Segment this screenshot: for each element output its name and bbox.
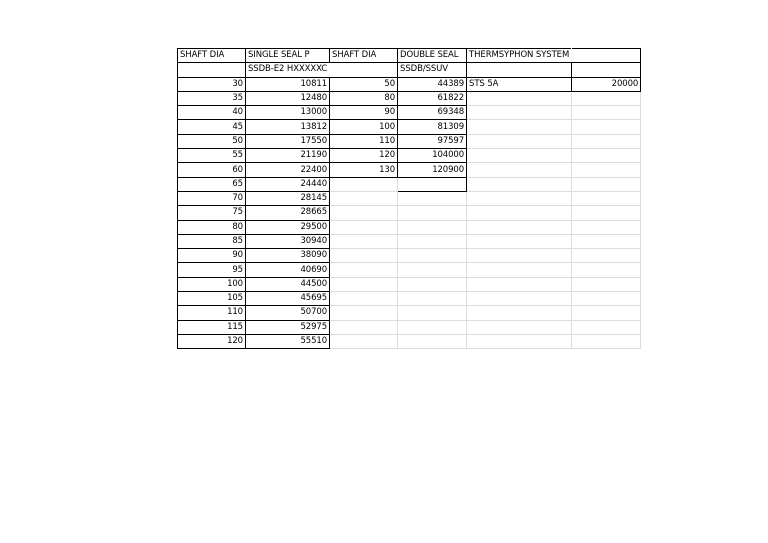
header-single-seal[interactable]: SINGLE SEAL P	[246, 49, 330, 63]
empty-cell[interactable]	[572, 277, 641, 291]
table-row	[178, 306, 641, 320]
single-shaft-dia-cell[interactable]: 120	[178, 334, 246, 348]
empty-cell[interactable]	[467, 149, 572, 163]
empty-cell[interactable]	[572, 234, 641, 248]
single-shaft-dia-cell[interactable]: 105	[178, 292, 246, 306]
single-shaft-dia-cell[interactable]: 115	[178, 320, 246, 334]
subheader-double-model[interactable]: SSDB/SSUV	[398, 63, 467, 77]
header-row	[178, 49, 641, 63]
empty-cell[interactable]	[467, 263, 572, 277]
empty-cell[interactable]	[572, 206, 641, 220]
table-row	[178, 149, 641, 163]
single-seal-price-cell[interactable]: 40690	[246, 263, 330, 277]
empty-cell[interactable]	[330, 334, 398, 348]
table-row	[178, 277, 641, 291]
single-seal-price-cell[interactable]: 52975	[246, 320, 330, 334]
empty-cell[interactable]	[467, 91, 572, 105]
empty-cell[interactable]	[467, 249, 572, 263]
subheader-empty-3[interactable]	[467, 63, 572, 77]
double-seal-price-cell[interactable]: 69348	[398, 106, 467, 120]
empty-cell[interactable]	[572, 134, 641, 148]
double-shaft-dia-cell[interactable]: 120	[330, 149, 398, 163]
empty-cell[interactable]	[572, 91, 641, 105]
single-shaft-dia-cell[interactable]: 85	[178, 234, 246, 248]
empty-cell[interactable]	[398, 191, 467, 205]
empty-cell[interactable]	[467, 120, 572, 134]
single-shaft-dia-cell[interactable]: 50	[178, 134, 246, 148]
single-seal-price-cell[interactable]: 50700	[246, 306, 330, 320]
single-shaft-dia-cell[interactable]: 75	[178, 206, 246, 220]
subheader-row	[178, 63, 641, 77]
empty-cell[interactable]	[572, 320, 641, 334]
double-shaft-dia-cell[interactable]: 100	[330, 120, 398, 134]
empty-cell[interactable]	[467, 220, 572, 234]
empty-cell[interactable]	[330, 206, 398, 220]
single-shaft-dia-cell[interactable]: 40	[178, 106, 246, 120]
empty-cell[interactable]	[572, 120, 641, 134]
empty-cell[interactable]	[467, 163, 572, 177]
single-shaft-dia-cell[interactable]: 90	[178, 249, 246, 263]
table-row	[178, 120, 641, 134]
empty-cell[interactable]	[467, 306, 572, 320]
single-seal-price-cell[interactable]: 13812	[246, 120, 330, 134]
single-shaft-dia-cell[interactable]: 100	[178, 277, 246, 291]
empty-cell[interactable]	[467, 106, 572, 120]
subheader-empty-2[interactable]	[330, 63, 398, 77]
empty-cell[interactable]	[330, 292, 398, 306]
single-shaft-dia-cell[interactable]: 95	[178, 263, 246, 277]
single-shaft-dia-cell[interactable]: 45	[178, 120, 246, 134]
single-seal-price-cell[interactable]: 12480	[246, 91, 330, 105]
table-row	[178, 320, 641, 334]
single-shaft-dia-cell[interactable]: 80	[178, 220, 246, 234]
single-shaft-dia-cell[interactable]: 30	[178, 77, 246, 91]
empty-cell[interactable]	[330, 191, 398, 205]
header-double-seal[interactable]: DOUBLE SEAL	[398, 49, 467, 63]
empty-cell[interactable]	[572, 249, 641, 263]
empty-cell[interactable]	[467, 191, 572, 205]
table-row	[178, 177, 641, 191]
empty-cell[interactable]	[467, 292, 572, 306]
single-seal-price-cell[interactable]: 38090	[246, 249, 330, 263]
single-shaft-dia-cell[interactable]: 70	[178, 191, 246, 205]
single-seal-price-cell[interactable]: 30940	[246, 234, 330, 248]
empty-cell[interactable]	[398, 320, 467, 334]
empty-cell[interactable]	[398, 292, 467, 306]
empty-cell[interactable]	[572, 177, 641, 191]
single-seal-price-cell[interactable]: 28145	[246, 191, 330, 205]
empty-cell[interactable]	[467, 334, 572, 348]
price-table	[177, 48, 641, 349]
empty-cell[interactable]	[572, 220, 641, 234]
single-seal-price-cell[interactable]: 21190	[246, 149, 330, 163]
empty-cell[interactable]	[467, 206, 572, 220]
empty-cell[interactable]	[572, 163, 641, 177]
single-seal-price-cell[interactable]: 28665	[246, 206, 330, 220]
single-seal-price-cell[interactable]: 24440	[246, 177, 330, 191]
table-row	[178, 234, 641, 248]
empty-cell[interactable]	[330, 234, 398, 248]
empty-cell[interactable]	[398, 206, 467, 220]
single-seal-price-cell[interactable]: 44500	[246, 277, 330, 291]
double-seal-price-cell[interactable]: 97597	[398, 134, 467, 148]
empty-cell[interactable]	[467, 277, 572, 291]
single-seal-price-cell[interactable]: 10811	[246, 77, 330, 91]
table-row	[178, 263, 641, 277]
thermosyphon-price-cell[interactable]: 20000	[572, 77, 641, 91]
table-row	[178, 163, 641, 177]
thermosyphon-model-cell[interactable]: STS 5A	[467, 77, 572, 91]
header-shaft-dia-double[interactable]: SHAFT DIA	[330, 49, 398, 63]
table-row	[178, 91, 641, 105]
empty-cell[interactable]	[398, 263, 467, 277]
single-seal-price-cell[interactable]: 22400	[246, 163, 330, 177]
single-shaft-dia-cell[interactable]: 55	[178, 149, 246, 163]
empty-cell[interactable]	[572, 263, 641, 277]
double-seal-price-cell[interactable]: 61822	[398, 91, 467, 105]
empty-cell[interactable]	[398, 177, 467, 191]
single-shaft-dia-cell[interactable]: 110	[178, 306, 246, 320]
table-row	[178, 292, 641, 306]
table-row	[178, 191, 641, 205]
table-row	[178, 334, 641, 348]
price-table-body	[178, 49, 641, 349]
single-seal-price-cell[interactable]: 29500	[246, 220, 330, 234]
empty-cell[interactable]	[398, 249, 467, 263]
empty-cell[interactable]	[330, 320, 398, 334]
empty-cell[interactable]	[572, 106, 641, 120]
table-row	[178, 206, 641, 220]
empty-cell[interactable]	[330, 249, 398, 263]
header-thermosyphon[interactable]: THERMSYPHON SYSTEM	[467, 49, 572, 63]
empty-cell[interactable]	[398, 334, 467, 348]
empty-cell[interactable]	[572, 292, 641, 306]
header-shaft-dia-single[interactable]: SHAFT DIA	[178, 49, 246, 63]
double-shaft-dia-cell[interactable]: 80	[330, 91, 398, 105]
double-seal-price-cell[interactable]: 81309	[398, 120, 467, 134]
subheader-empty-4[interactable]	[572, 63, 641, 77]
empty-cell[interactable]	[572, 191, 641, 205]
table-row	[178, 249, 641, 263]
header-thermosyphon-filler[interactable]	[572, 49, 641, 63]
single-seal-price-cell[interactable]: 13000	[246, 106, 330, 120]
empty-cell[interactable]	[398, 277, 467, 291]
double-seal-price-cell[interactable]: 104000	[398, 149, 467, 163]
empty-cell[interactable]	[467, 320, 572, 334]
single-seal-price-cell[interactable]: 17550	[246, 134, 330, 148]
empty-cell[interactable]	[330, 263, 398, 277]
empty-cell[interactable]	[398, 306, 467, 320]
subheader-empty-1[interactable]	[178, 63, 246, 77]
empty-cell[interactable]	[572, 334, 641, 348]
single-shaft-dia-cell[interactable]: 65	[178, 177, 246, 191]
double-shaft-dia-cell[interactable]: 90	[330, 106, 398, 120]
empty-cell[interactable]	[467, 177, 572, 191]
table-row	[178, 77, 641, 91]
single-shaft-dia-cell[interactable]: 60	[178, 163, 246, 177]
table-row	[178, 220, 641, 234]
table-row	[178, 106, 641, 120]
double-seal-price-cell[interactable]: 44389	[398, 77, 467, 91]
single-seal-price-cell[interactable]: 45695	[246, 292, 330, 306]
empty-cell[interactable]	[330, 220, 398, 234]
table-row	[178, 134, 641, 148]
empty-cell[interactable]	[572, 149, 641, 163]
single-shaft-dia-cell[interactable]: 35	[178, 91, 246, 105]
double-shaft-dia-cell[interactable]: 130	[330, 163, 398, 177]
empty-cell[interactable]	[467, 234, 572, 248]
single-seal-price-cell[interactable]: 55510	[246, 334, 330, 348]
empty-cell[interactable]	[398, 220, 467, 234]
double-seal-price-cell[interactable]: 120900	[398, 163, 467, 177]
double-shaft-dia-cell[interactable]: 110	[330, 134, 398, 148]
empty-cell[interactable]	[330, 277, 398, 291]
empty-cell[interactable]	[330, 306, 398, 320]
empty-cell[interactable]	[467, 134, 572, 148]
empty-cell[interactable]	[398, 234, 467, 248]
empty-cell[interactable]	[572, 306, 641, 320]
empty-cell[interactable]	[330, 177, 398, 191]
subheader-single-model[interactable]: SSDB-E2 HXXXXXC	[246, 63, 330, 77]
double-shaft-dia-cell[interactable]: 50	[330, 77, 398, 91]
